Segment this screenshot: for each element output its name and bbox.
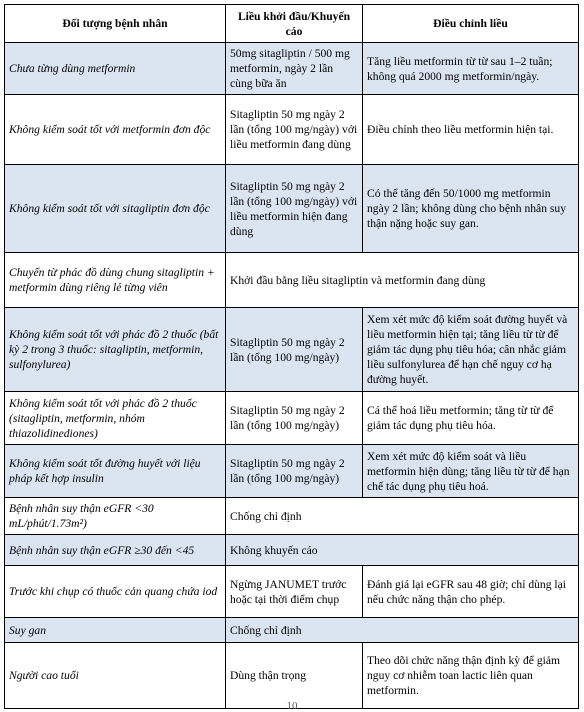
adjustment-cell: Đánh giá lại eGFR sau 48 giờ; chỉ dùng lại nếu chức năng thận cho phép. [363,566,579,618]
dosage-table [4,4,579,709]
patient-cell: Suy gan [5,618,226,643]
merged-dose-cell: Chống chỉ định [226,498,579,535]
patient-cell: Không kiểm soát tốt với phác đồ 2 thuốc (bất kỳ 2 trong 3 thuốc: sitagliptin, metformin, sulfonylurea) [5,308,226,392]
adjustment-cell: Tăng liều metformin từ từ sau 1–2 tuần; không quá 2000 mg metformin/ngày. [363,43,579,95]
adjustment-cell: Có thể tăng đến 50/1000 mg metformin ngày 2 lần; không dùng cho bệnh nhân suy thận nặng hoặc suy gan. [363,165,579,253]
table-row [5,392,579,445]
page-number: 10 [286,700,298,712]
start-dose-cell: Sitagliptin 50 mg ngày 2 lần (tổng 100 mg/ngày) [226,445,363,498]
start-dose-cell: Sitagliptin 50 mg ngày 2 lần (tổng 100 mg/ngày) với liều metformin đang dùng [226,95,363,165]
patient-cell: Bệnh nhân suy thận eGFR ≥30 đến <45 [5,535,226,566]
table-row [5,95,579,165]
table-row [5,535,579,566]
start-dose-cell: 50mg sitagliptin / 500 mg metformin, ngày 2 lần cùng bữa ăn [226,43,363,95]
table-row [5,445,579,498]
table-row [5,618,579,643]
start-dose-cell: Sitagliptin 50 mg ngày 2 lần (tổng 100 mg/ngày) [226,308,363,392]
table-row [5,253,579,308]
header-start-dose: Liều khởi đầu/Khuyến cáo [226,5,363,43]
start-dose-cell: Sitagliptin 50 mg ngày 2 lần (tổng 100 mg/ngày) với liều metformin hiện đang dùng [226,165,363,253]
merged-dose-cell: Khởi đầu bằng liều sitagliptin và metformin đang dùng [226,253,579,308]
patient-cell: Không kiểm soát tốt đường huyết với liệu pháp kết hợp insulin [5,445,226,498]
table-row [5,165,579,253]
merged-dose-cell: Không khuyến cáo [226,535,579,566]
header-adjustment: Điều chỉnh liều [363,5,579,43]
patient-cell: Chuyển từ phác đồ dùng chung sitagliptin + metformin dùng riêng lẻ từng viên [5,253,226,308]
table-row [5,308,579,392]
adjustment-cell: Theo dõi chức năng thận định kỳ để giảm nguy cơ nhiễm toan lactic liên quan metformin. [363,643,579,709]
table-row [5,566,579,618]
header-patient: Đối tượng bệnh nhân [5,5,226,43]
patient-cell: Bệnh nhân suy thận eGFR <30 mL/phút/1.73m²) [5,498,226,535]
adjustment-cell: Điều chỉnh theo liều metformin hiện tại. [363,95,579,165]
patient-cell: Trước khi chụp có thuốc cản quang chứa iod [5,566,226,618]
table-row [5,43,579,95]
table-header-row [5,5,579,43]
patient-cell: Không kiểm soát tốt với phác đồ 2 thuốc (sitagliptin, metformin, nhóm thiazolidinediones) [5,392,226,445]
adjustment-cell: Xem xét mức độ kiểm soát đường huyết và liều metformin hiện tại; tăng liều từ từ để giảm tác dụng phụ tiêu hóa; cân nhắc giảm liều sulfonylurea để hạn chế nguy cơ hạ đường huyết. [363,308,579,392]
patient-cell: Không kiểm soát tốt với metformin đơn độc [5,95,226,165]
table-row [5,498,579,535]
table-row [5,643,579,709]
adjustment-cell: Xem xét mức độ kiểm soát và liều metformin hiện dùng; tăng liều từ từ để hạn chế tác dụng phụ tiêu hoá. [363,445,579,498]
start-dose-cell: Dùng thận trọng [226,643,363,709]
merged-dose-cell: Chống chỉ định [226,618,579,643]
start-dose-cell: Sitagliptin 50 mg ngày 2 lần (tổng 100 mg/ngày) [226,392,363,445]
start-dose-cell: Ngừng JANUMET trước hoặc tại thời điểm chụp [226,566,363,618]
adjustment-cell: Cá thể hoá liều metformin; tăng từ từ để giảm tác dụng phụ tiêu hóa. [363,392,579,445]
patient-cell: Chưa từng dùng metformin [5,43,226,95]
patient-cell: Không kiểm soát tốt với sitagliptin đơn độc [5,165,226,253]
patient-cell: Người cao tuổi [5,643,226,709]
